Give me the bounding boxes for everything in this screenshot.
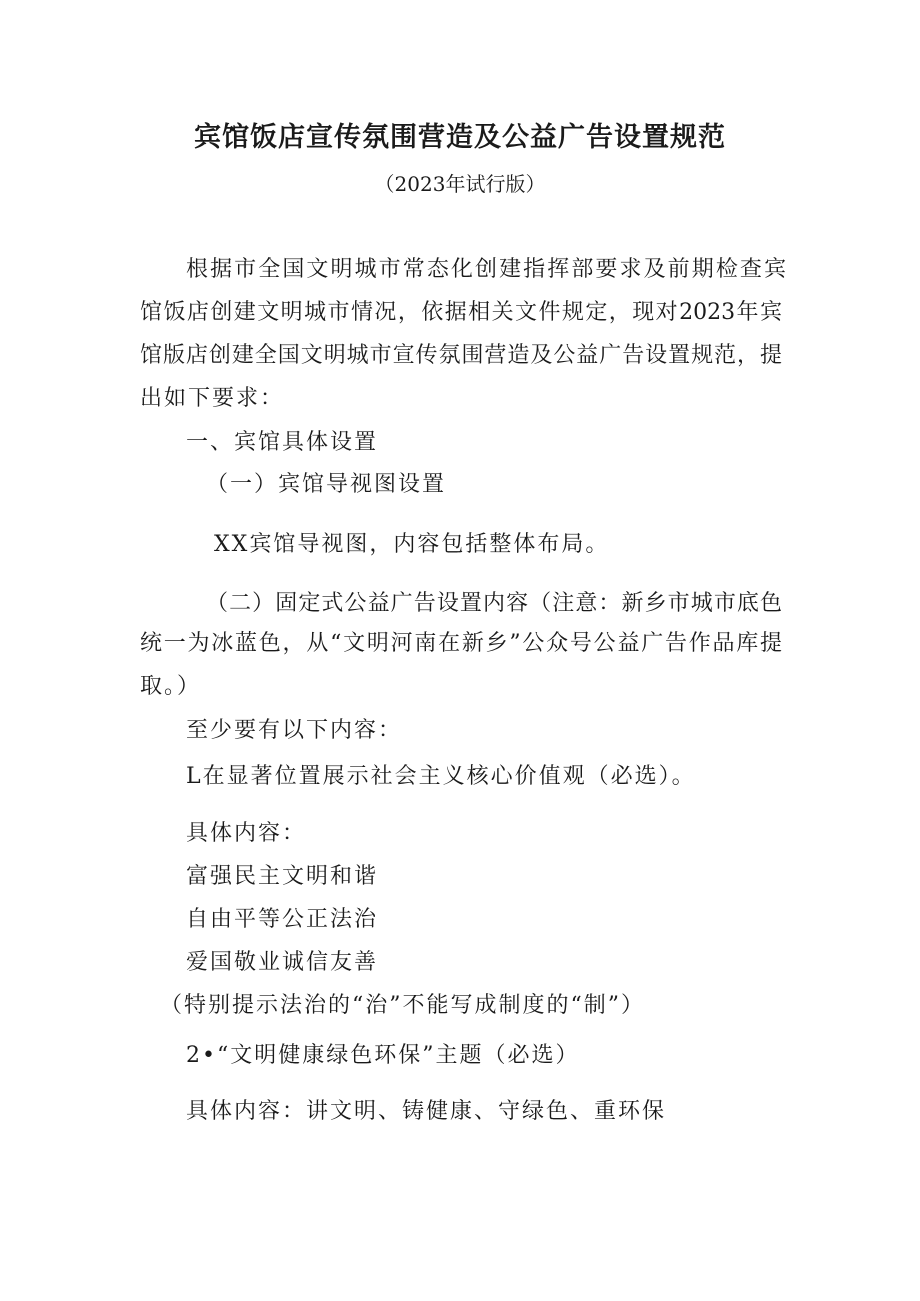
core-values-line-1: 富强民主文明和谐 <box>186 864 379 889</box>
core-values-line-2: 自由平等公正法治 <box>186 907 379 932</box>
min-content-label: 至少要有以下内容： <box>186 718 403 743</box>
item-2-detail: 具体内容：讲文明、铸健康、守绿色、重环保 <box>186 1099 667 1124</box>
core-values-line-3: 爱国敬业诚信友善 <box>186 950 379 975</box>
subsection-heading-1: （一）宾馆导视图设置 <box>206 472 447 497</box>
item-1: L在显著位置展示社会主义核心价值观（必选）。 <box>186 764 696 789</box>
intro-line-1: 根据市全国文明城市常态化创建指挥部要求及前期检查宾 <box>186 257 786 282</box>
intro-line-2: 馆饭店创建文明城市情况，依据相关文件规定，现对2023年宾 <box>140 300 782 325</box>
subsection-2-line-2: 统一为冰蓝色，从“文明河南在新乡”公众号公益广告作品库提 <box>140 631 782 656</box>
subsection-2-line-1: （二）固定式公益广告设置内容（注意：新乡市城市底色 <box>206 591 782 616</box>
item-1-detail-label: 具体内容： <box>186 821 307 846</box>
item-2: 2•“文明健康绿色环保”主题（必选） <box>186 1043 580 1068</box>
document-title: 宾馆饭店宣传氛围营造及公益广告设置规范 <box>194 122 726 153</box>
intro-line-3: 馆版店创建全国文明城市宣传氛围营造及公益广告设置规范，提 <box>140 343 782 368</box>
subsection-1-content: XX宾馆导视图，内容包括整体布局。 <box>214 532 610 557</box>
intro-line-4: 出如下要求： <box>140 386 285 411</box>
subsection-2-line-3: 取。） <box>140 674 202 699</box>
document-subtitle: （2023年试行版） <box>374 172 546 196</box>
section-heading-1: 一、宾馆具体设置 <box>186 430 379 455</box>
special-note: （特别提示法治的“治”不能写成制度的“制”） <box>160 993 645 1018</box>
